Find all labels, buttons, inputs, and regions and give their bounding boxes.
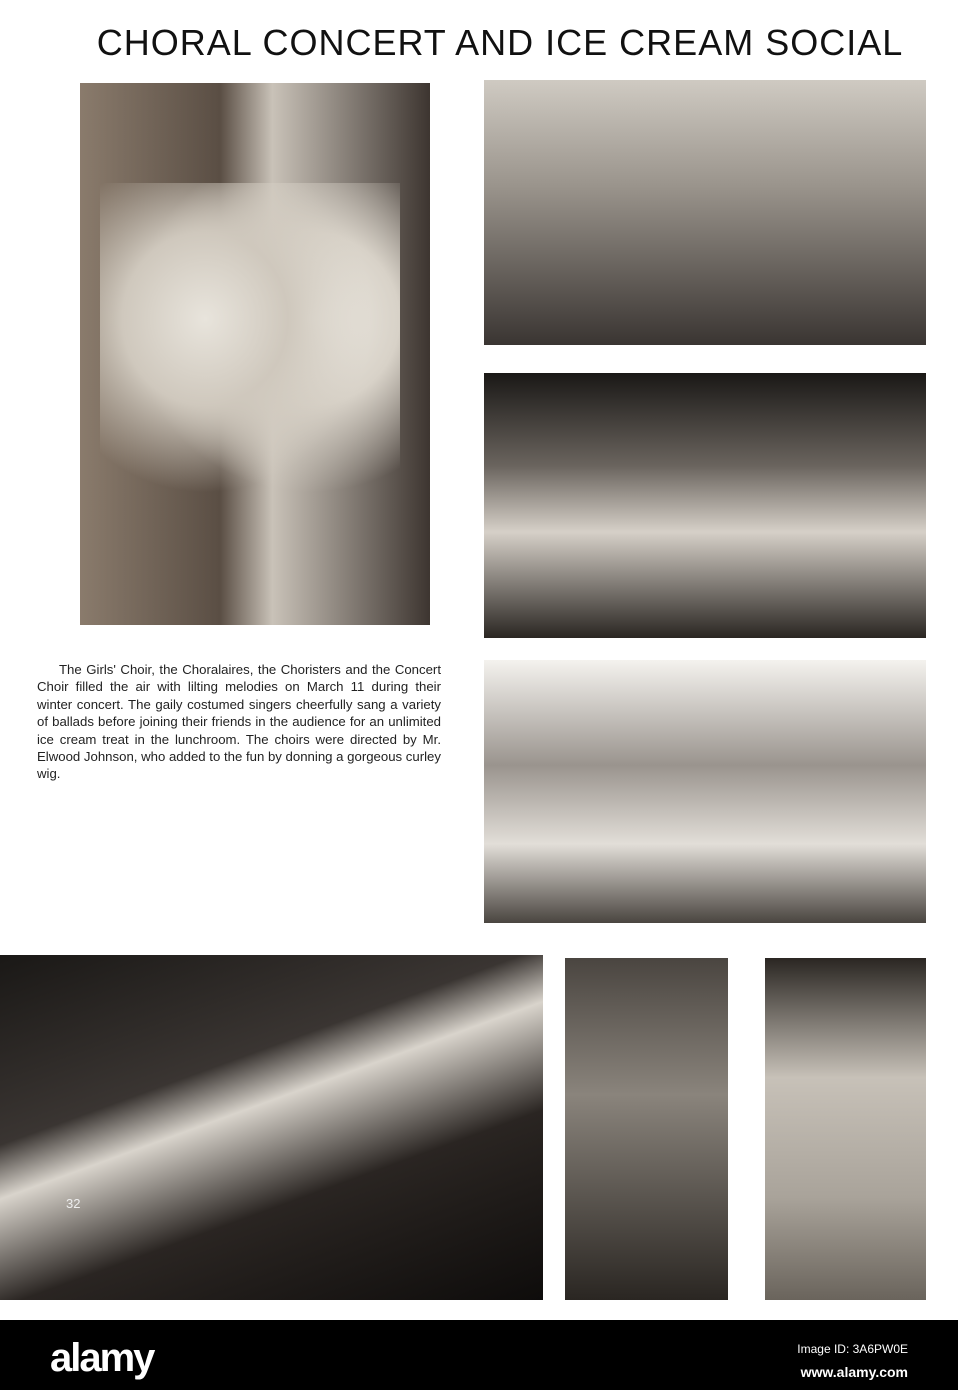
caption-text: The Girls' Choir, the Choralaires, the Choristers and the Concert Choir filled the air with lilting melodies on March 11 during their winter concert. The gaily costumed singers cheerfully sang a variety of ballads before joining their friends in the audience for an unlimited ice cream treat in the lunchroom. The choirs were directed by Mr. Elwood Johnson, who added to the fun by donning a gorgeous curley wig.: [37, 662, 441, 782]
watermark-url: www.alamy.com: [800, 1364, 908, 1380]
page-title: CHORAL CONCERT AND ICE CREAM SOCIAL: [96, 22, 904, 63]
photo-director-curly-wig: [484, 660, 926, 923]
watermark-footer: [0, 1320, 958, 1390]
alamy-logo: alamy: [50, 1336, 154, 1380]
photo-choir-risers: [0, 955, 543, 1300]
photo-two-girls-costumes: [80, 83, 430, 625]
photo-boy-shorts-costume: [765, 958, 926, 1300]
photo-costumed-group: [484, 80, 926, 345]
image-id: Image ID: 3A6PW0E: [797, 1342, 908, 1356]
page-number: 32: [66, 1196, 81, 1211]
photo-cowboy-costume: [565, 958, 728, 1300]
photo-stage-performers: [484, 373, 926, 638]
